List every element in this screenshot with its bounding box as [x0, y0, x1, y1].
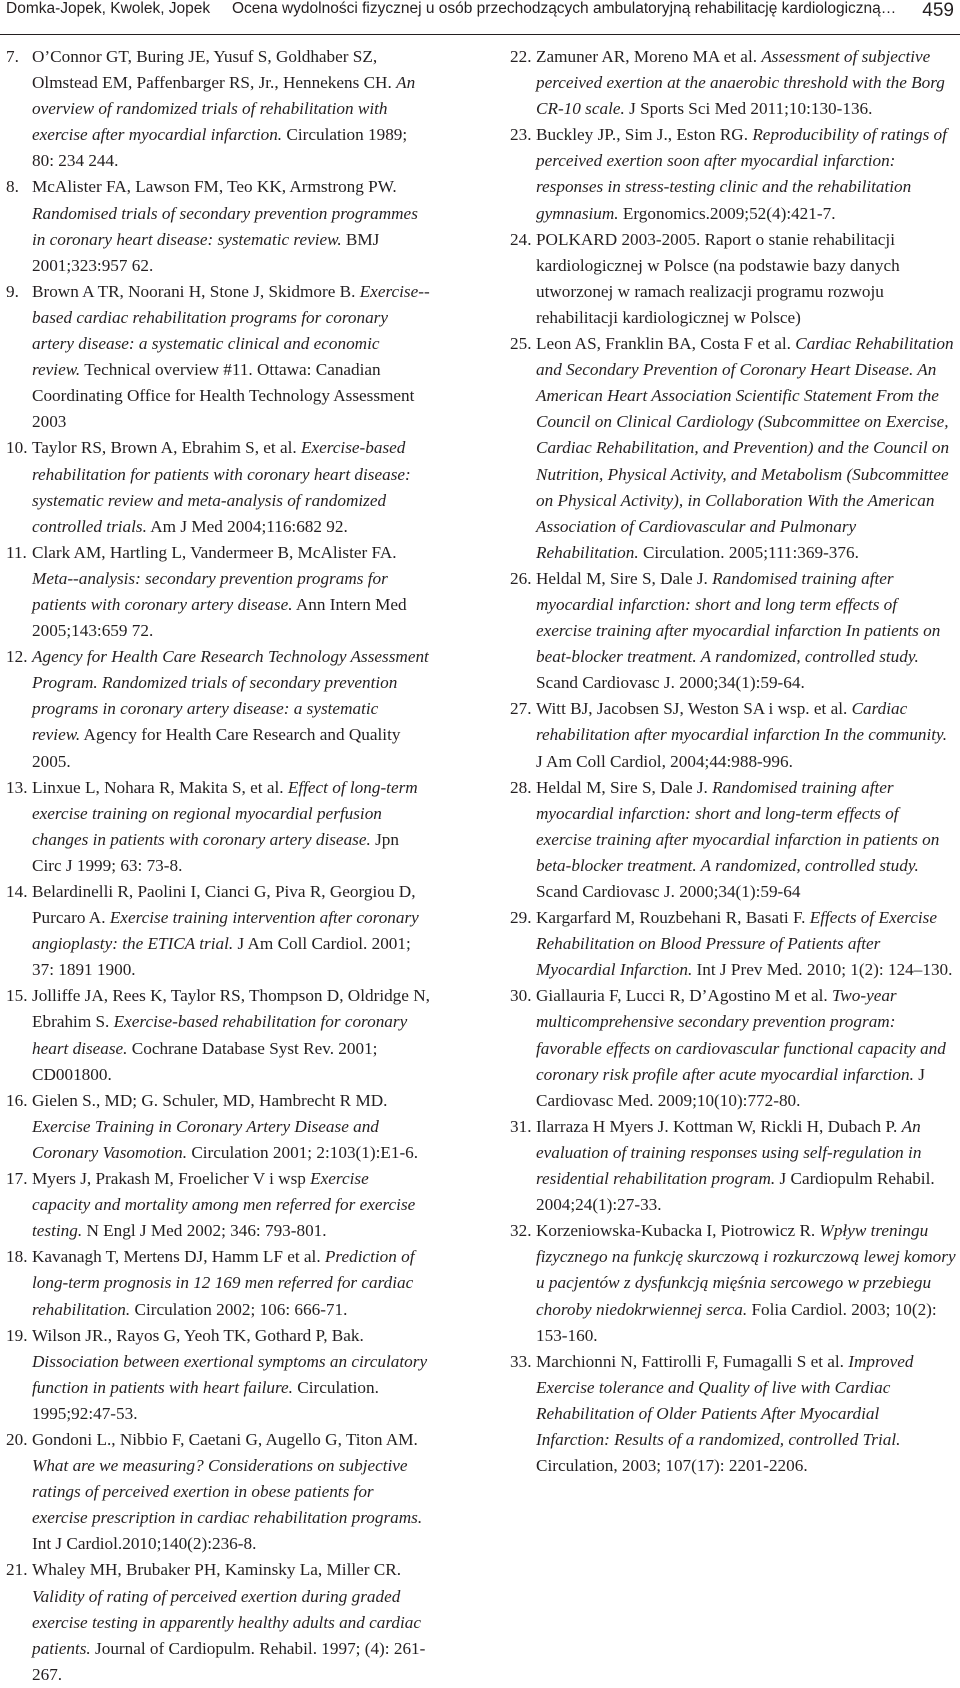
- reference-item: [510, 696, 956, 774]
- reference-item: [510, 1218, 956, 1348]
- reference-number: 11.: [6, 542, 27, 562]
- reference-number: 27.: [510, 699, 532, 719]
- reference-title: Two-year multicomprehensive secondary prevention program: favorable effects on cardiovascular functional capacity and coronary risk profile after acute myocardial infarction.: [536, 986, 946, 1084]
- reference-text: Clark AM, Hartling L, Vandermeer B, McAlister FA.: [32, 542, 397, 562]
- reference-text: J Cardiopulm Rehabil. 2004;24(1):27-33.: [536, 1169, 935, 1215]
- reference-item: [6, 174, 430, 278]
- reference-item: [6, 879, 430, 983]
- reference-text: Heldal M, Sire S, Dale J.: [536, 777, 713, 797]
- reference-title: An overview of randomized trials of rehabilitation with exercise after myocardial infarction.: [32, 73, 416, 145]
- reference-text: Linxue L, Nohara R, Makita S, et al.: [32, 777, 288, 797]
- reference-title: Exercise capacity and mortality among men referred for exercise testing.: [32, 1169, 416, 1241]
- reference-text: Buckley JP., Sim J., Eston RG.: [536, 125, 753, 145]
- reference-number: 22.: [510, 47, 532, 66]
- reference-number: 24.: [510, 229, 532, 249]
- reference-text: Leon AS, Franklin BA, Costa F et al.: [536, 334, 796, 354]
- reference-text: Gielen S., MD; G. Schuler, MD, Hambrecht R MD.: [32, 1090, 388, 1110]
- reference-text: Kargarfard M, Rouzbehani R, Basati F.: [536, 908, 810, 928]
- reference-text: BMJ 2001;323:957 62.: [32, 229, 380, 275]
- reference-number: 28.: [510, 777, 532, 797]
- reference-text: J Am Coll Cardiol. 2001; 37: 1891 1900.: [32, 934, 411, 980]
- reference-title: Cardiac rehabilitation after myocardial infarction In the community.: [536, 699, 948, 745]
- reference-item: [6, 644, 430, 774]
- reference-number: 23.: [510, 125, 532, 145]
- reference-number: 10.: [6, 438, 28, 458]
- reference-title: What are we measuring? Considerations on subjective ratings of perceived exertion in obese patients for exercise prescription in cardiac rehabilitation programs.: [32, 1456, 423, 1528]
- running-head-authors: Domka-Jopek, Kwolek, Jopek: [6, 0, 211, 17]
- reference-item: [6, 1557, 430, 1687]
- reference-title: Exercise--based cardiac rehabilitation programs for coronary artery disease: a systematic clinical and economic review.: [32, 281, 430, 380]
- reference-number: 9.: [6, 281, 19, 301]
- reference-text: McAlister FA, Lawson FM, Teo KK, Armstrong PW.: [32, 177, 397, 197]
- reference-text: Circulation, 2003; 107(17): 2201-2206.: [536, 1456, 808, 1476]
- reference-title: Randomised training after myocardial infarction: short and long-term effects of exercise training after myocardial infarction in patients on beta-blocker treatment. A randomized, controlled study.: [536, 777, 940, 875]
- reference-number: 7.: [6, 47, 19, 66]
- reference-text: Gondoni L., Nibbio F, Caetani G, Augello G, Titon AM.: [32, 1429, 418, 1449]
- reference-text: Circulation 1989; 80: 234 244.: [32, 125, 408, 171]
- reference-item: [6, 1088, 430, 1166]
- reference-text: J Sports Sci Med 2011;10:130-136.: [624, 99, 873, 119]
- reference-text: Circulation 2001; 2:103(1):E1-6.: [187, 1142, 419, 1162]
- reference-item: [510, 566, 956, 696]
- reference-item: [6, 1166, 430, 1244]
- reference-title: Randomised trials of secondary prevention programmes in coronary heart disease: systematic review.: [32, 203, 418, 249]
- references-right-column: [510, 44, 956, 1479]
- reference-text: Wilson JR., Rayos G, Yeoh TK, Gothard P, Bak.: [32, 1325, 364, 1345]
- reference-title: Exercise Training in Coronary Artery Disease and Coronary Vasomotion.: [32, 1116, 379, 1162]
- reference-item: [6, 1244, 430, 1322]
- reference-text: Circulation. 1995;92:47-53.: [32, 1377, 379, 1423]
- reference-title: Prediction of long-term prognosis in 12 169 men referred for cardiac rehabilitation.: [32, 1247, 415, 1319]
- reference-text: Int J Cardiol.2010;140(2):236-8.: [32, 1534, 257, 1554]
- reference-number: 25.: [510, 334, 532, 354]
- reference-number: 29.: [510, 908, 532, 928]
- reference-number: 26.: [510, 568, 532, 588]
- reference-title: Randomised training after myocardial infarction: short and long term effects of exercise training after myocardial infarction In patients on beat-blocker treatment. A randomized, controlled study.: [536, 568, 941, 667]
- reference-number: 19.: [6, 1325, 28, 1345]
- reference-number: 12.: [6, 647, 28, 667]
- reference-title: Effects of Exercise Rehabilitation on Blood Pressure of Patients after Myocardial Infarction.: [536, 908, 937, 980]
- reference-item: [6, 775, 430, 879]
- reference-text: POLKARD 2003-2005. Raport o stanie rehabilitacji kardiologicznej w Polsce (na podstawie bazy danych utworzonej w ramach realizacji programu rozwoju rehabilitacji kardiologicznej w Polsce): [536, 229, 900, 327]
- reference-title: Exercise-based rehabilitation for coronary heart disease.: [32, 1012, 408, 1058]
- reference-text: Ann Intern Med 2005;143:659 72.: [32, 594, 407, 641]
- reference-item: [510, 331, 956, 566]
- reference-text: Whaley MH, Brubaker PH, Kaminsky La, Miller CR.: [32, 1560, 401, 1580]
- reference-item: [510, 905, 956, 983]
- reference-text: Cochrane Database Syst Rev. 2001; CD001800.: [32, 1038, 378, 1084]
- reference-text: Korzeniowska-Kubacka I, Piotrowicz R.: [536, 1221, 820, 1241]
- reference-title: Improved Exercise tolerance and Quality of live with Cardiac Rehabilitation of Older Patients After Myocardial Infarction: Results of a randomized, controlled Trial.: [536, 1351, 914, 1449]
- page-number: 459: [922, 0, 954, 21]
- reference-text: Circulation. 2005;111:369-376.: [638, 542, 859, 562]
- reference-item: [510, 1114, 956, 1218]
- reference-title: Reproducibility of ratings of perceived exertion soon after myocardial infarction: responses in stress-testing clinic and the rehabilitation gymnasium.: [536, 125, 947, 223]
- reference-title: An evaluation of training responses using self-regulation in residential rehabilitation program.: [536, 1116, 922, 1189]
- page-header: [0, 0, 960, 35]
- reference-title: Meta--analysis: secondary prevention programs for patients with coronary artery disease.: [32, 568, 388, 614]
- reference-text: Circulation 2002; 106: 666-71.: [130, 1299, 348, 1319]
- reference-item: [510, 1349, 956, 1479]
- reference-text: Scand Cardiovasc J. 2000;34(1):59-64: [536, 882, 801, 901]
- reference-text: N Engl J Med 2002; 346: 793-801.: [82, 1221, 327, 1241]
- reference-text: Heldal M, Sire S, Dale J.: [536, 568, 713, 588]
- reference-text: Ilarraza H Myers J. Kottman W, Rickli H, Dubach P.: [536, 1116, 902, 1136]
- reference-number: 17.: [6, 1169, 28, 1189]
- reference-text: Journal of Cardiopulm. Rehabil. 1997; (4): 261-267.: [32, 1638, 426, 1684]
- reference-text: Ergonomics.2009;52(4):421-7.: [618, 203, 836, 223]
- reference-title: Exercise-based rehabilitation for patients with coronary heart disease: systematic review and meta-analysis of randomized controlled trials.: [32, 438, 411, 536]
- reference-text: Brown A TR, Noorani H, Stone J, Skidmore B.: [32, 281, 360, 301]
- reference-number: 30.: [510, 986, 532, 1006]
- reference-title: Wpływ treningu fizycznego na funkcję skurczową i rozkurczową lewej komory u pacjentów z dysfunkcją mięśnia sercowego w przebiegu choroby niedokrwiennej serca.: [536, 1221, 956, 1319]
- running-head-title: Ocena wydolności fizycznej u osób przechodzących ambulatoryjną rehabilitację kardiologiczną…: [232, 0, 897, 17]
- reference-text: J Am Coll Cardiol, 2004;44:988-996.: [536, 751, 793, 771]
- reference-text: Zamuner AR, Moreno MA et al.: [536, 47, 762, 66]
- reference-item: [510, 122, 956, 226]
- reference-number: 15.: [6, 986, 28, 1006]
- reference-item: [510, 44, 956, 122]
- reference-text: Agency for Health Care Research and Quality 2005.: [32, 725, 401, 771]
- reference-number: 33.: [510, 1351, 532, 1371]
- reference-text: Witt BJ, Jacobsen SJ, Weston SA i wsp. et al.: [536, 699, 852, 719]
- reference-text: Myers J, Prakash M, Froelicher V i wsp: [32, 1169, 311, 1189]
- references-left-column: [6, 44, 430, 1688]
- reference-item: [6, 540, 430, 644]
- reference-item: [510, 775, 956, 905]
- reference-number: 16.: [6, 1090, 28, 1110]
- reference-number: 31.: [510, 1116, 532, 1136]
- reference-title: Exercise training intervention after coronary angioplasty: the ETICA trial.: [32, 908, 419, 954]
- reference-number: 21.: [6, 1560, 28, 1580]
- reference-text: J Cardiovasc Med. 2009;10(10):772-80.: [536, 1064, 925, 1110]
- reference-text: Folia Cardiol. 2003; 10(2): 153-160.: [536, 1299, 937, 1345]
- reference-number: 32.: [510, 1221, 532, 1241]
- reference-title: Dissociation between exertional symptoms an circulatory function in patients with heart failure.: [32, 1351, 428, 1397]
- reference-text: Taylor RS, Brown A, Ebrahim S, et al.: [32, 438, 301, 458]
- reference-item: [6, 1323, 430, 1427]
- reference-text: Marchionni N, Fattirolli F, Fumagalli S et al.: [536, 1351, 849, 1371]
- reference-text: O’Connor GT, Buring JE, Yusuf S, Goldhaber SZ, Olmstead EM, Paffenbarger RS, Jr., Hennekens CH.: [32, 47, 397, 93]
- reference-text: Int J Prev Med. 2010; 1(2): 124–130.: [692, 960, 953, 980]
- reference-title: Effect of long-term exercise training on regional myocardial perfusion changes in patients with coronary artery disease.: [32, 777, 418, 849]
- reference-text: Technical overview #11. Ottawa: Canadian Coordinating Office for Health Technology Assessment 2003: [32, 360, 415, 432]
- reference-title: Validity of rating of perceived exertion during graded exercise testing in apparently healthy adults and cardiac patients.: [32, 1586, 422, 1658]
- reference-text: Kavanagh T, Mertens DJ, Hamm LF et al.: [32, 1247, 325, 1267]
- reference-text: Jpn Circ J 1999; 63: 73-8.: [32, 829, 399, 875]
- reference-number: 20.: [6, 1429, 28, 1449]
- reference-title: Agency for Health Care Research Technology Assessment Program. Randomized trials of secondary prevention programs in coronary artery disease: a systematic review.: [32, 647, 429, 745]
- reference-item: [6, 1427, 430, 1557]
- reference-item: [6, 44, 430, 174]
- reference-text: Jolliffe JA, Rees K, Taylor RS, Thompson D, Oldridge N, Ebrahim S.: [32, 986, 430, 1032]
- reference-item: [6, 279, 430, 436]
- reference-number: 18.: [6, 1247, 28, 1267]
- reference-item: [6, 983, 430, 1087]
- reference-item: [6, 435, 430, 539]
- reference-item: [510, 227, 956, 331]
- reference-item: [510, 983, 956, 1113]
- reference-number: 8.: [6, 177, 19, 197]
- reference-text: Giallauria F, Lucci R, D’Agostino M et al.: [536, 986, 833, 1006]
- reference-title: Assessment of subjective perceived exertion at the anaerobic threshold with the Borg CR-10 scale.: [536, 47, 945, 119]
- reference-text: Am J Med 2004;116:682 92.: [146, 516, 348, 536]
- reference-number: 13.: [6, 777, 28, 797]
- reference-text: Belardinelli R, Paolini I, Cianci G, Piva R, Georgiou D, Purcaro A.: [32, 882, 416, 928]
- reference-number: 14.: [6, 882, 28, 901]
- reference-title: Cardiac Rehabilitation and Secondary Prevention of Coronary Heart Disease. An American Heart Association Scientific Statement From the Council on Clinical Cardiology (Subcommittee on Exercise, Cardiac Rehabilitation, and Prevention) and the Council on Nutrition, Physical Activity, and Metabolism (Subcommittee on Physical Activity), in Collaboration With the American Association of Cardiovascular and Pulmonary Rehabilitation.: [536, 334, 954, 562]
- reference-text: Scand Cardiovasc J. 2000;34(1):59-64.: [536, 673, 805, 693]
